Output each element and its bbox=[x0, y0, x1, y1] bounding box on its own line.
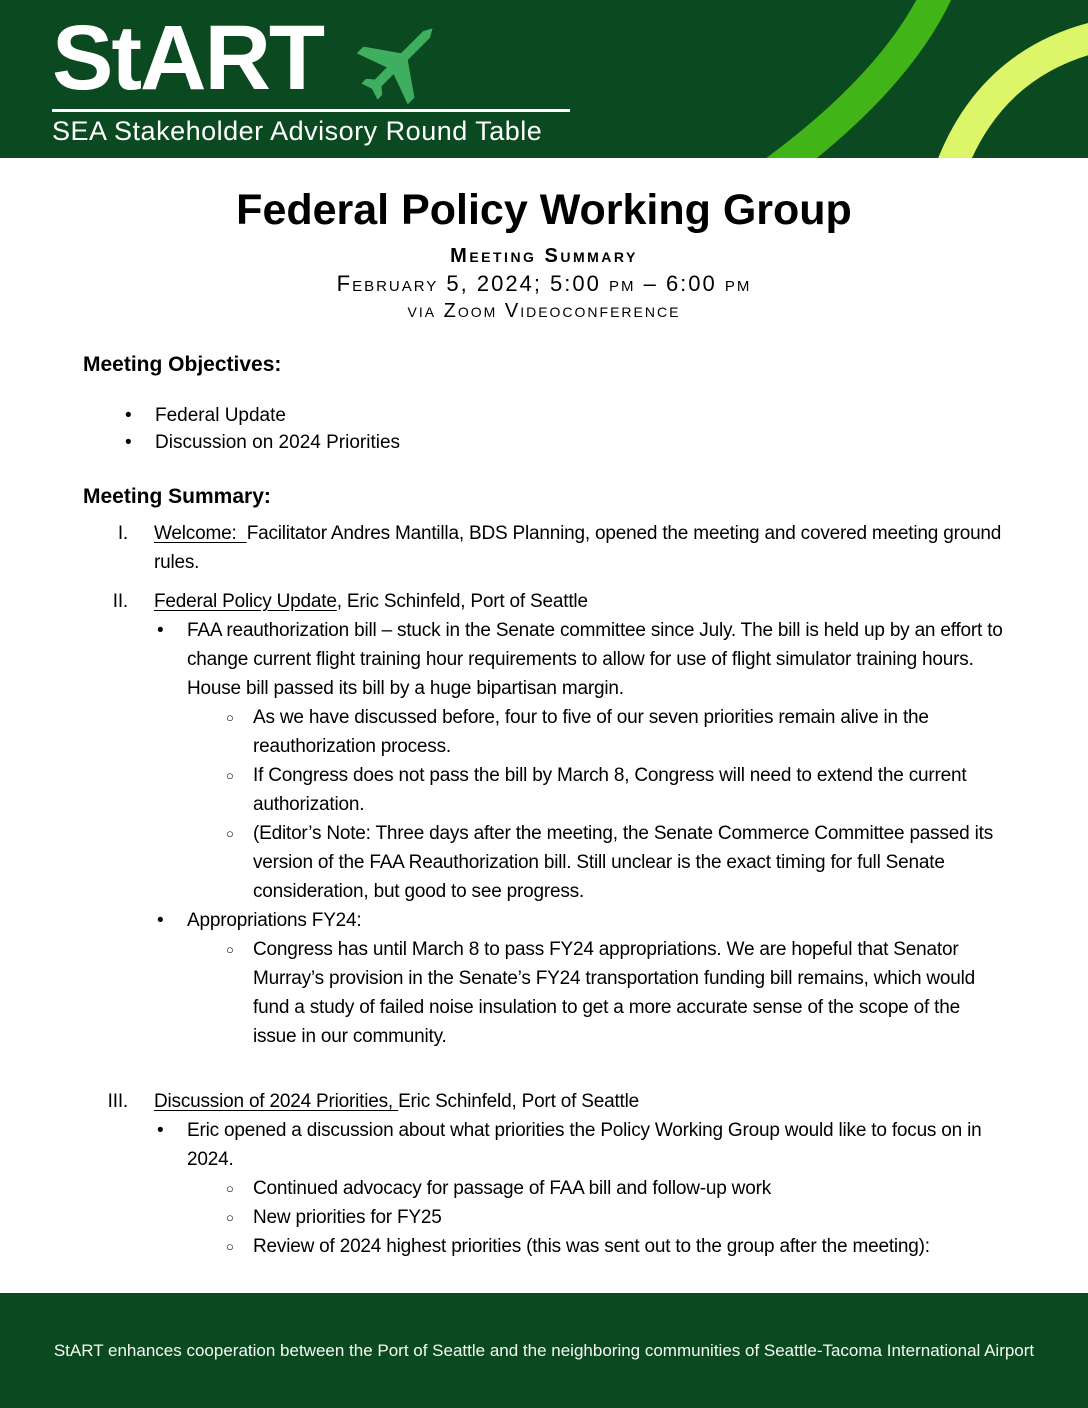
objective-text: Discussion on 2024 Priorities bbox=[155, 432, 401, 453]
summary-section bbox=[83, 1087, 1005, 1261]
section-heading bbox=[154, 587, 1005, 616]
bullet-icon: • bbox=[125, 432, 132, 453]
objective-item bbox=[83, 429, 1005, 456]
footer-banner bbox=[0, 1293, 1088, 1408]
bullet-icon: • bbox=[157, 1120, 164, 1141]
section-numeral: II. bbox=[112, 591, 128, 612]
logo-divider bbox=[52, 109, 570, 112]
objectives-heading: Meeting Objectives: bbox=[83, 353, 282, 376]
objective-text: Federal Update bbox=[155, 405, 286, 426]
sub-bullet-text: New priorities for FY25 bbox=[253, 1207, 442, 1228]
header-banner bbox=[0, 0, 1088, 158]
section-body bbox=[154, 1087, 1005, 1261]
sub-bullet-text: (Editor’s Note: Three days after the meeting, the Senate Commerce Committee passed its version of the FAA Reauthorization bill. Still unclear is the exact timing for full Senate consideration, but good to see progress. bbox=[253, 823, 993, 902]
summary-heading: Meeting Summary: bbox=[83, 485, 271, 508]
sub-bullet-list bbox=[154, 935, 1005, 1051]
bullet-icon: • bbox=[157, 910, 164, 931]
bullet-text: Eric opened a discussion about what priorities the Policy Working Group would like to focus on in 2024. bbox=[187, 1120, 982, 1170]
section-heading bbox=[154, 519, 1005, 577]
sub-bullet-item bbox=[223, 1203, 1005, 1232]
subtitle-meeting-type: Meeting Summary bbox=[450, 245, 638, 267]
document-body bbox=[0, 158, 1088, 1261]
page-title: Federal Policy Working Group bbox=[236, 186, 852, 234]
circle-bullet-icon: ○ bbox=[226, 942, 234, 957]
sub-bullet-text: Review of 2024 highest priorities (this was sent out to the group after the meeting): bbox=[253, 1236, 930, 1257]
airplane-icon bbox=[344, 3, 458, 117]
sub-bullet-text: As we have discussed before, four to five of our seven priorities remain alive in the reauthorization process. bbox=[253, 707, 929, 757]
circle-bullet-icon: ○ bbox=[226, 710, 234, 725]
objectives-list bbox=[83, 402, 1005, 456]
sub-bullet-item bbox=[223, 819, 1005, 906]
circle-bullet-icon: ○ bbox=[226, 1210, 234, 1225]
section-heading bbox=[154, 1087, 1005, 1116]
subtitle-datetime: February 5, 2024; 5:00 pm – 6:00 pm bbox=[336, 271, 752, 296]
section-numeral: III. bbox=[107, 1091, 128, 1112]
yellow-curve-decoration bbox=[948, 36, 1088, 158]
bullet-row bbox=[154, 616, 1005, 703]
section-bullet-list bbox=[154, 1116, 1005, 1261]
section-heading-underlined: Welcome: bbox=[154, 523, 247, 544]
section-body bbox=[154, 519, 1005, 577]
circle-bullet-icon: ○ bbox=[226, 1181, 234, 1196]
sub-bullet-text: Congress has until March 8 to pass FY24 appropriations. We are hopeful that Senator Murray’s provision in the Senate’s FY24 transportation funding bill remains, which would fund a study of failed noise insulation to get a more accurate sense of the scope of the issue in our community. bbox=[253, 939, 976, 1047]
sub-bullet-text: If Congress does not pass the bill by March 8, Congress will need to extend the current authorization. bbox=[253, 765, 967, 815]
sub-bullet-list bbox=[154, 1174, 1005, 1261]
circle-bullet-icon: ○ bbox=[226, 768, 234, 783]
section-heading-rest: , Eric Schinfeld, Port of Seattle bbox=[336, 591, 588, 612]
logo-title: StART bbox=[52, 7, 324, 109]
section-body bbox=[154, 587, 1005, 1051]
objective-item bbox=[83, 402, 1005, 429]
bullet-text: FAA reauthorization bill – stuck in the Senate committee since July. The bill is held up by an effort to change current flight training hour requirements to allow for use of flight simulator training hours. House bill passed its bill by a huge bipartisan margin. bbox=[187, 620, 1003, 699]
summary-section bbox=[83, 519, 1005, 577]
bullet-text: Appropriations FY24: bbox=[187, 910, 362, 931]
bullet-item bbox=[154, 1116, 1005, 1261]
sub-bullet-item bbox=[223, 703, 1005, 761]
sub-bullet-item bbox=[223, 1232, 1005, 1261]
bullet-row bbox=[154, 906, 1005, 935]
section-bullet-list bbox=[154, 616, 1005, 1051]
circle-bullet-icon: ○ bbox=[226, 1239, 234, 1254]
sub-bullet-list bbox=[154, 703, 1005, 906]
subtitle-venue: via Zoom Videoconference bbox=[407, 300, 681, 322]
bullet-row bbox=[154, 1116, 1005, 1174]
bullet-item bbox=[154, 616, 1005, 906]
sub-bullet-item bbox=[223, 935, 1005, 1051]
footer-text: StART enhances cooperation between the Port of Seattle and the neighboring communities of Seattle-Tacoma International Airport bbox=[53, 1340, 1035, 1360]
bullet-item bbox=[154, 906, 1005, 1051]
bullet-icon: • bbox=[125, 405, 132, 426]
section-numeral: I. bbox=[117, 523, 128, 544]
sub-bullet-item bbox=[223, 761, 1005, 819]
sub-bullet-item bbox=[223, 1174, 1005, 1203]
section-heading-rest: Facilitator Andres Mantilla, BDS Planning, opened the meeting and covered meeting ground rules. bbox=[154, 523, 1007, 573]
logo-subtitle: SEA Stakeholder Advisory Round Table bbox=[52, 116, 543, 146]
summary-sections bbox=[83, 519, 1005, 1261]
sub-bullet-text: Continued advocacy for passage of FAA bill and follow-up work bbox=[253, 1178, 771, 1199]
section-heading-rest: Eric Schinfeld, Port of Seattle bbox=[398, 1091, 639, 1112]
section-heading-underlined: Federal Policy Update bbox=[154, 591, 337, 612]
green-curve-decoration bbox=[768, 0, 943, 158]
circle-bullet-icon: ○ bbox=[226, 826, 234, 841]
bullet-icon: • bbox=[157, 620, 164, 641]
summary-section bbox=[83, 587, 1005, 1051]
section-heading-underlined: Discussion of 2024 Priorities, bbox=[154, 1091, 399, 1112]
